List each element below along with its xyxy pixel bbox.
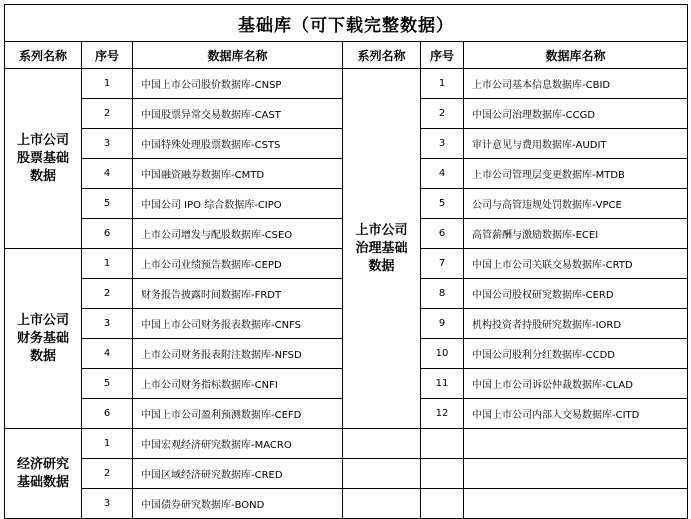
left-seq: 3 <box>82 129 133 159</box>
group-stock-basic <box>5 69 82 249</box>
group-governance-basic <box>343 69 421 429</box>
left-db-name: 中国上市公司盈利预测数据库-CEFD <box>133 399 343 429</box>
empty-cell <box>343 429 421 459</box>
group-name-line: 股票基础 <box>16 150 69 166</box>
left-seq: 3 <box>82 489 133 519</box>
empty-cell <box>421 489 464 519</box>
group-name-line: 上市公司 <box>16 132 69 148</box>
left-db-name: 中国债券研究数据库-BOND <box>133 489 343 519</box>
left-db-name: 上市公司业绩预告数据库-CEPD <box>133 249 343 279</box>
left-seq: 5 <box>82 189 133 219</box>
right-seq: 4 <box>421 159 464 189</box>
left-db-name: 中国上市公司股价数据库-CNSP <box>133 69 343 99</box>
left-seq: 4 <box>82 339 133 369</box>
group-name-line: 治理基础 <box>355 240 408 256</box>
left-seq: 1 <box>82 69 133 99</box>
left-db-name: 上市公司财务指标数据库-CNFI <box>133 369 343 399</box>
right-db-name: 审计意见与费用数据库-AUDIT <box>464 129 688 159</box>
right-db-name: 机构投资者持股研究数据库-IORD <box>464 309 688 339</box>
right-db-name: 上市公司管理层变更数据库-MTDB <box>464 159 688 189</box>
empty-cell <box>464 429 688 459</box>
header-seq-left: 序号 <box>82 42 133 69</box>
right-seq: 12 <box>421 399 464 429</box>
header-db-right: 数据库名称 <box>464 42 688 69</box>
header-series-right: 系列名称 <box>343 42 421 69</box>
group-name-line: 数据 <box>29 168 56 184</box>
empty-cell <box>343 489 421 519</box>
database-catalog <box>4 4 687 519</box>
right-seq: 9 <box>421 309 464 339</box>
right-db-name: 中国公司股利分红数据库-CCDD <box>464 339 688 369</box>
left-db-name: 中国公司 IPO 综合数据库-CIPO <box>133 189 343 219</box>
left-seq: 2 <box>82 459 133 489</box>
empty-cell <box>464 459 688 489</box>
right-seq: 3 <box>421 129 464 159</box>
header-series-left: 系列名称 <box>5 42 82 69</box>
left-seq: 6 <box>82 399 133 429</box>
right-seq: 6 <box>421 219 464 249</box>
group-name-line: 数据 <box>29 348 56 364</box>
header-db-left: 数据库名称 <box>133 42 343 69</box>
right-seq: 11 <box>421 369 464 399</box>
header-seq-right: 序号 <box>421 42 464 69</box>
right-seq: 5 <box>421 189 464 219</box>
group-name-line: 财务基础 <box>16 330 69 346</box>
group-name-line: 基础数据 <box>16 474 69 490</box>
right-seq: 7 <box>421 249 464 279</box>
group-economy-basic <box>5 429 82 519</box>
right-seq: 1 <box>421 69 464 99</box>
group-name-line: 上市公司 <box>16 312 69 328</box>
right-db-name: 高管薪酬与激励数据库-ECEI <box>464 219 688 249</box>
left-db-name: 上市公司增发与配股数据库-CSEO <box>133 219 343 249</box>
left-db-name: 上市公司财务报表附注数据库-NFSD <box>133 339 343 369</box>
left-db-name: 中国上市公司财务报表数据库-CNFS <box>133 309 343 339</box>
group-name-line: 经济研究 <box>16 456 69 472</box>
left-seq: 2 <box>82 99 133 129</box>
left-db-name: 中国融资融券数据库-CMTD <box>133 159 343 189</box>
group-name-line: 数据 <box>368 258 395 274</box>
left-db-name: 中国特殊处理股票数据库-CSTS <box>133 129 343 159</box>
empty-cell <box>343 459 421 489</box>
database-table <box>4 4 688 519</box>
left-db-name: 中国股票异常交易数据库-CAST <box>133 99 343 129</box>
left-seq: 3 <box>82 309 133 339</box>
left-seq: 1 <box>82 249 133 279</box>
left-seq: 5 <box>82 369 133 399</box>
left-seq: 4 <box>82 159 133 189</box>
right-db-name: 中国上市公司诉讼仲裁数据库-CLAD <box>464 369 688 399</box>
right-seq: 8 <box>421 279 464 309</box>
left-db-name: 财务报告披露时间数据库-FRDT <box>133 279 343 309</box>
right-db-name: 公司与高管违规处罚数据库-VPCE <box>464 189 688 219</box>
left-db-name: 中国区域经济研究数据库-CRED <box>133 459 343 489</box>
left-seq: 2 <box>82 279 133 309</box>
right-db-name: 中国上市公司内部人交易数据库-CITD <box>464 399 688 429</box>
right-seq: 2 <box>421 99 464 129</box>
right-db-name: 中国上市公司关联交易数据库-CRTD <box>464 249 688 279</box>
right-seq: 10 <box>421 339 464 369</box>
right-db-name: 上市公司基本信息数据库-CBID <box>464 69 688 99</box>
group-finance-basic <box>5 249 82 429</box>
left-db-name: 中国宏观经济研究数据库-MACRO <box>133 429 343 459</box>
right-db-name: 中国公司股权研究数据库-CERD <box>464 279 688 309</box>
empty-cell <box>421 429 464 459</box>
empty-cell <box>421 459 464 489</box>
right-db-name: 中国公司治理数据库-CCGD <box>464 99 688 129</box>
table-title: 基础库（可下载完整数据） <box>5 5 688 42</box>
empty-cell <box>464 489 688 519</box>
group-name-line: 上市公司 <box>355 222 408 238</box>
left-seq: 6 <box>82 219 133 249</box>
left-seq: 1 <box>82 429 133 459</box>
